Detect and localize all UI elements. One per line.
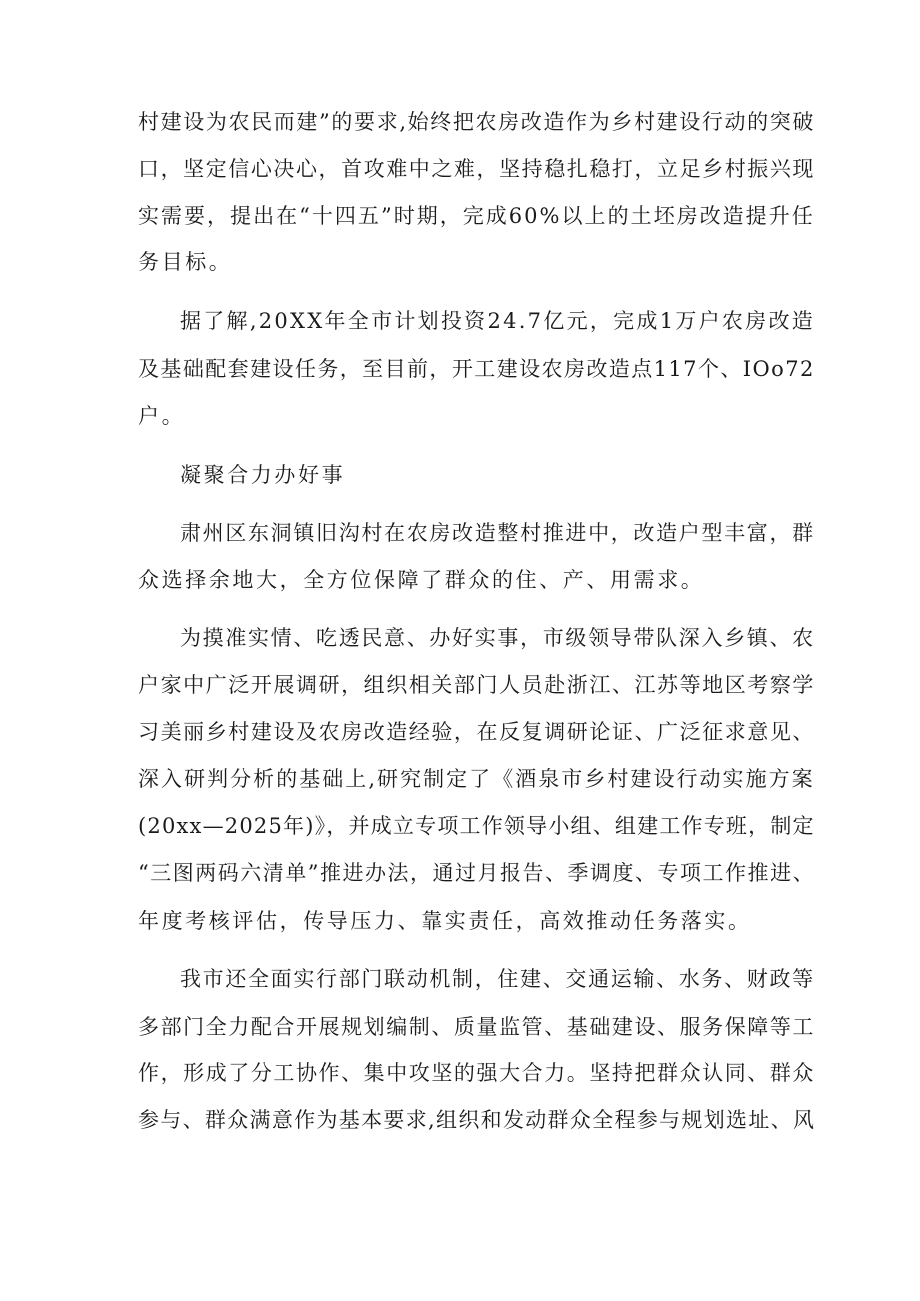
text-line: 户。 — [138, 404, 186, 428]
text-line: “三图两码六清单”推进办法，通过月报告、季调度、专项工作推进、 — [138, 861, 816, 885]
text-line: 年度考核评估，传导压力、靠实责任，高效推动任务落实。 — [138, 909, 752, 933]
text-line: 及基础配套建设任务，至目前，开工建设农房改造点117个、IOo72 — [138, 357, 815, 381]
text-line: 我市还全面实行部门联动机制，住建、交通运输、水务、财政等 — [180, 967, 815, 991]
text-line: 参与、群众满意作为基本要求,组织和发动群众全程参与规划选址、风 — [138, 1108, 816, 1132]
text-line: 村建设为农民而建”的要求,始终把农房改造作为乡村建设行动的突破 — [138, 110, 816, 134]
text-line: 习美丽乡村建设及农房改造经验，在反复调研论证、广泛征求意见、 — [138, 720, 815, 744]
text-line: 肃州区东洞镇旧沟村在农房改造整村推进中，改造户型丰富，群 — [180, 521, 815, 545]
text-line: 作，形成了分工协作、集中攻坚的强大合力。坚持把群众认同、群众 — [138, 1061, 815, 1085]
text-line: 务目标。 — [138, 250, 233, 274]
text-line: 为摸准实情、吃透民意、办好实事，市级领导带队深入乡镇、农 — [180, 626, 815, 650]
text-line: 户家中广泛开展调研，组织相关部门人员赴浙江、江苏等地区考察学 — [138, 673, 815, 697]
text-line: 深入研判分析的基础上,研究制定了《酒泉市乡村建设行动实施方案 — [138, 767, 815, 791]
text-line: 口，坚定信心决心，首攻难中之难，坚持稳扎稳打，立足乡村振兴现 — [138, 157, 815, 181]
text-line: (20xx—2025年)》，并成立专项工作领导小组、组建工作专班，制定 — [138, 814, 815, 838]
text-line: 据了解,20XX年全市计划投资24.7亿元，完成1万户农房改造 — [180, 309, 816, 333]
text-line: 多部门全力配合开展规划编制、质量监管、基础建设、服务保障等工 — [138, 1015, 815, 1039]
text-line: 实需要，提出在“十四五”时期，完成60%以上的土坯房改造提升任 — [138, 204, 815, 228]
section-heading: 凝聚合力办好事 — [180, 463, 346, 487]
text-line: 众选择余地大，全方位保障了群众的住、产、用需求。 — [138, 568, 705, 592]
